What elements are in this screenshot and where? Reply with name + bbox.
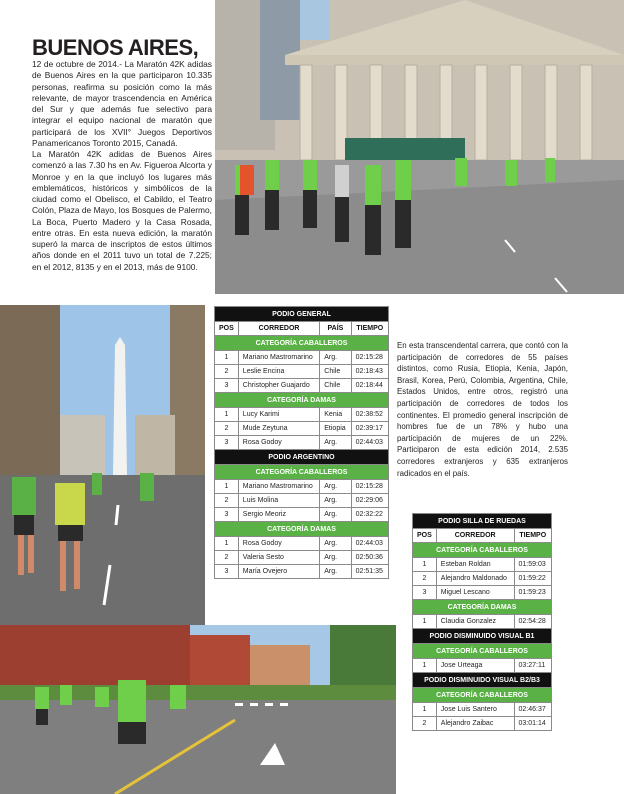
photo-street-runners bbox=[0, 625, 396, 794]
table-cell: Arg. bbox=[320, 351, 351, 365]
table-podio-silla-ruedas bbox=[412, 513, 552, 731]
table-cell: Valeria Sesto bbox=[238, 551, 319, 565]
table-cell: 1 bbox=[413, 558, 437, 572]
column-header-row bbox=[215, 322, 389, 336]
table-cell: Arg. bbox=[320, 436, 351, 450]
table-title-row bbox=[413, 629, 552, 644]
table-row bbox=[215, 537, 389, 551]
table-title: PODIO DISMINUIDO VISUAL B2/B3 bbox=[413, 673, 552, 688]
table-title: PODIO DISMINUIDO VISUAL B1 bbox=[413, 629, 552, 644]
table-cell: Alejandro Zaibac bbox=[436, 717, 514, 731]
body-text-right: En esta transcendental carrera, que contó con la participación de corredores de 55 países distintos, como Rusia, Etiopia, Kenia, Japón, Brasil, Korea, Perú, Colombia, Argentina, Chile, Estados Unidos, entre otros, registró una participación de corredores de todos los continentes. El promedio general inscripción de hombres fue de un 78% y hubo una participación de mujeres de un 22%. Participaron de esta edición 2014, 2.535 corredores extranjeros y 635 extranjeros radicados en el país. bbox=[397, 341, 568, 478]
intro-paragraph-1: La Maratón 42K adidas de Buenos Aires en la que participaron 10.335 personas, reafirma su posición como la más relevante, de mayor trascendencia en América del Sur y que además fue selectivo para integrar el equipo nacional de maratón que participará de los XVII° Juegos Deportivos Panamericanos Toronto 2015, Canadá. bbox=[32, 59, 212, 148]
table-cell: 03:01:14 bbox=[514, 717, 551, 731]
table-cell: Esteban Roldan bbox=[436, 558, 514, 572]
table-cell: 01:59:23 bbox=[514, 586, 551, 600]
table-row bbox=[413, 717, 552, 731]
table-row bbox=[215, 565, 389, 579]
table-row bbox=[413, 572, 552, 586]
table-cell: 01:59:03 bbox=[514, 558, 551, 572]
table-row bbox=[215, 408, 389, 422]
photo-obelisk-runners bbox=[0, 305, 205, 625]
table-cell: 1 bbox=[413, 659, 437, 673]
table-cell: 02:39:17 bbox=[351, 422, 388, 436]
table-cell: 2 bbox=[413, 572, 437, 586]
column-header: POS bbox=[215, 322, 239, 336]
dateline: 12 de octubre de 2014.- bbox=[32, 59, 122, 69]
table-cell: 1 bbox=[413, 615, 437, 629]
column-header: CORREDOR bbox=[436, 529, 514, 543]
table-cell: Mariano Mastromarino bbox=[238, 351, 319, 365]
table-cell: 02:51:35 bbox=[351, 565, 388, 579]
table-cell: 02:15:28 bbox=[351, 351, 388, 365]
category-label: CATEGORÍA CABALLEROS bbox=[413, 644, 552, 659]
table-cell: Sergio Meoriz bbox=[238, 508, 319, 522]
table-cell: 02:32:22 bbox=[351, 508, 388, 522]
table-row bbox=[413, 703, 552, 717]
table-cell: 1 bbox=[413, 703, 437, 717]
table-cell: Arg. bbox=[320, 537, 351, 551]
table-cell: 02:44:03 bbox=[351, 436, 388, 450]
table-cell: Kenia bbox=[320, 408, 351, 422]
table-cell: Mariano Mastromarino bbox=[238, 480, 319, 494]
table-row bbox=[215, 422, 389, 436]
table-row bbox=[215, 508, 389, 522]
table-row bbox=[215, 480, 389, 494]
table-cell: Jose Urteaga bbox=[436, 659, 514, 673]
table-cell: Chile bbox=[320, 365, 351, 379]
table-row bbox=[215, 494, 389, 508]
category-label: CATEGORÍA DAMAS bbox=[215, 522, 389, 537]
table-row bbox=[413, 558, 552, 572]
table-title-row bbox=[215, 450, 389, 465]
column-header: CORREDOR bbox=[238, 322, 319, 336]
table-cell: Leslie Encina bbox=[238, 365, 319, 379]
table-cell: 02:18:44 bbox=[351, 379, 388, 393]
table-row bbox=[215, 551, 389, 565]
table-cell: 02:18:43 bbox=[351, 365, 388, 379]
table-cell: Arg. bbox=[320, 480, 351, 494]
category-row bbox=[413, 600, 552, 615]
table-cell: 03:27:11 bbox=[514, 659, 551, 673]
category-row bbox=[413, 543, 552, 558]
table-cell: 1 bbox=[215, 351, 239, 365]
table-cell: Rosa Godoy bbox=[238, 537, 319, 551]
table-cell: 3 bbox=[215, 379, 239, 393]
table-cell: Arg. bbox=[320, 494, 351, 508]
category-label: CATEGORÍA CABALLEROS bbox=[413, 543, 552, 558]
category-row bbox=[215, 522, 389, 537]
table-title: PODIO ARGENTINO bbox=[215, 450, 389, 465]
table-cell: María Ovejero bbox=[238, 565, 319, 579]
table-row bbox=[413, 615, 552, 629]
table-cell: 02:54:28 bbox=[514, 615, 551, 629]
photo-cathedral-runners bbox=[215, 0, 624, 294]
table-title-row bbox=[215, 307, 389, 322]
table-cell: 02:46:37 bbox=[514, 703, 551, 717]
column-header: TIEMPO bbox=[514, 529, 551, 543]
table-title: PODIO SILLA DE RUEDAS bbox=[413, 514, 552, 529]
table-cell: Jose Luis Santero bbox=[436, 703, 514, 717]
column-header: TIEMPO bbox=[351, 322, 388, 336]
table-cell: 2 bbox=[413, 717, 437, 731]
table-cell: 01:59:22 bbox=[514, 572, 551, 586]
category-label: CATEGORÍA DAMAS bbox=[413, 600, 552, 615]
category-label: CATEGORÍA CABALLEROS bbox=[413, 688, 552, 703]
table-podio-general bbox=[214, 306, 389, 579]
table-cell: Christopher Guajardo bbox=[238, 379, 319, 393]
table-cell: 1 bbox=[215, 480, 239, 494]
category-label: CATEGORÍA CABALLEROS bbox=[215, 336, 389, 351]
table-cell: 3 bbox=[413, 586, 437, 600]
table-cell: Luis Molina bbox=[238, 494, 319, 508]
table-cell: Rosa Godoy bbox=[238, 436, 319, 450]
table-cell: 2 bbox=[215, 494, 239, 508]
category-row bbox=[215, 465, 389, 480]
table-cell: Etiopia bbox=[320, 422, 351, 436]
category-row bbox=[215, 393, 389, 408]
category-row bbox=[413, 644, 552, 659]
table-cell: Miguel Lescano bbox=[436, 586, 514, 600]
table-cell: Claudia Gonzalez bbox=[436, 615, 514, 629]
table-cell: Mude Zeytuna bbox=[238, 422, 319, 436]
table-cell: 3 bbox=[215, 565, 239, 579]
table-row bbox=[215, 379, 389, 393]
table-cell: Alejandro Maldonado bbox=[436, 572, 514, 586]
table-row bbox=[413, 586, 552, 600]
table-cell: 02:44:03 bbox=[351, 537, 388, 551]
table-cell: 2 bbox=[215, 422, 239, 436]
category-row bbox=[215, 336, 389, 351]
category-label: CATEGORÍA DAMAS bbox=[215, 393, 389, 408]
table-title-row bbox=[413, 673, 552, 688]
table-cell: Arg. bbox=[320, 508, 351, 522]
table-title: PODIO GENERAL bbox=[215, 307, 389, 322]
column-header: PAÍS bbox=[320, 322, 351, 336]
table-cell: Chile bbox=[320, 379, 351, 393]
column-header-row bbox=[413, 529, 552, 543]
intro-text bbox=[32, 35, 212, 273]
table-cell: Arg. bbox=[320, 551, 351, 565]
column-header: POS bbox=[413, 529, 437, 543]
table-cell: 02:38:52 bbox=[351, 408, 388, 422]
table-cell: 3 bbox=[215, 436, 239, 450]
table-cell: Lucy Karimi bbox=[238, 408, 319, 422]
table-row bbox=[215, 351, 389, 365]
table-cell: 02:15:28 bbox=[351, 480, 388, 494]
intro-paragraph-2: La Maratón 42K adidas de Buenos Aires comenzó a las 7.30 hs en Av. Figueroa Alcorta y Monroe y en la que incluyó los lugares más emblemáticos, históricos y simbólicos de la ciudad como el Obelisco, el Cabildo, el Teatro Colón, Plaza de Mayo, los Bosques de Palermo, La Boca, Puerto Madero y la Casa Rosada, entre otras. En esta nueva edición, la maratón superó la marca de inscriptos de estos últimos años donde en el 2011 tuvo un total de 7.225; en el 2012, 8135 y en el 2013, más de 9100. bbox=[32, 149, 212, 272]
table-cell: 1 bbox=[215, 537, 239, 551]
table-cell: 2 bbox=[215, 365, 239, 379]
category-row bbox=[413, 688, 552, 703]
table-row bbox=[215, 365, 389, 379]
table-row bbox=[215, 436, 389, 450]
table-title-row bbox=[413, 514, 552, 529]
table-cell: 3 bbox=[215, 508, 239, 522]
table-cell: 02:50:36 bbox=[351, 551, 388, 565]
table-cell: 02:29:06 bbox=[351, 494, 388, 508]
category-label: CATEGORÍA CABALLEROS bbox=[215, 465, 389, 480]
table-row bbox=[413, 659, 552, 673]
headline: BUENOS AIRES, bbox=[32, 35, 199, 60]
table-cell: Arg. bbox=[320, 565, 351, 579]
table-cell: 2 bbox=[215, 551, 239, 565]
table-cell: 1 bbox=[215, 408, 239, 422]
